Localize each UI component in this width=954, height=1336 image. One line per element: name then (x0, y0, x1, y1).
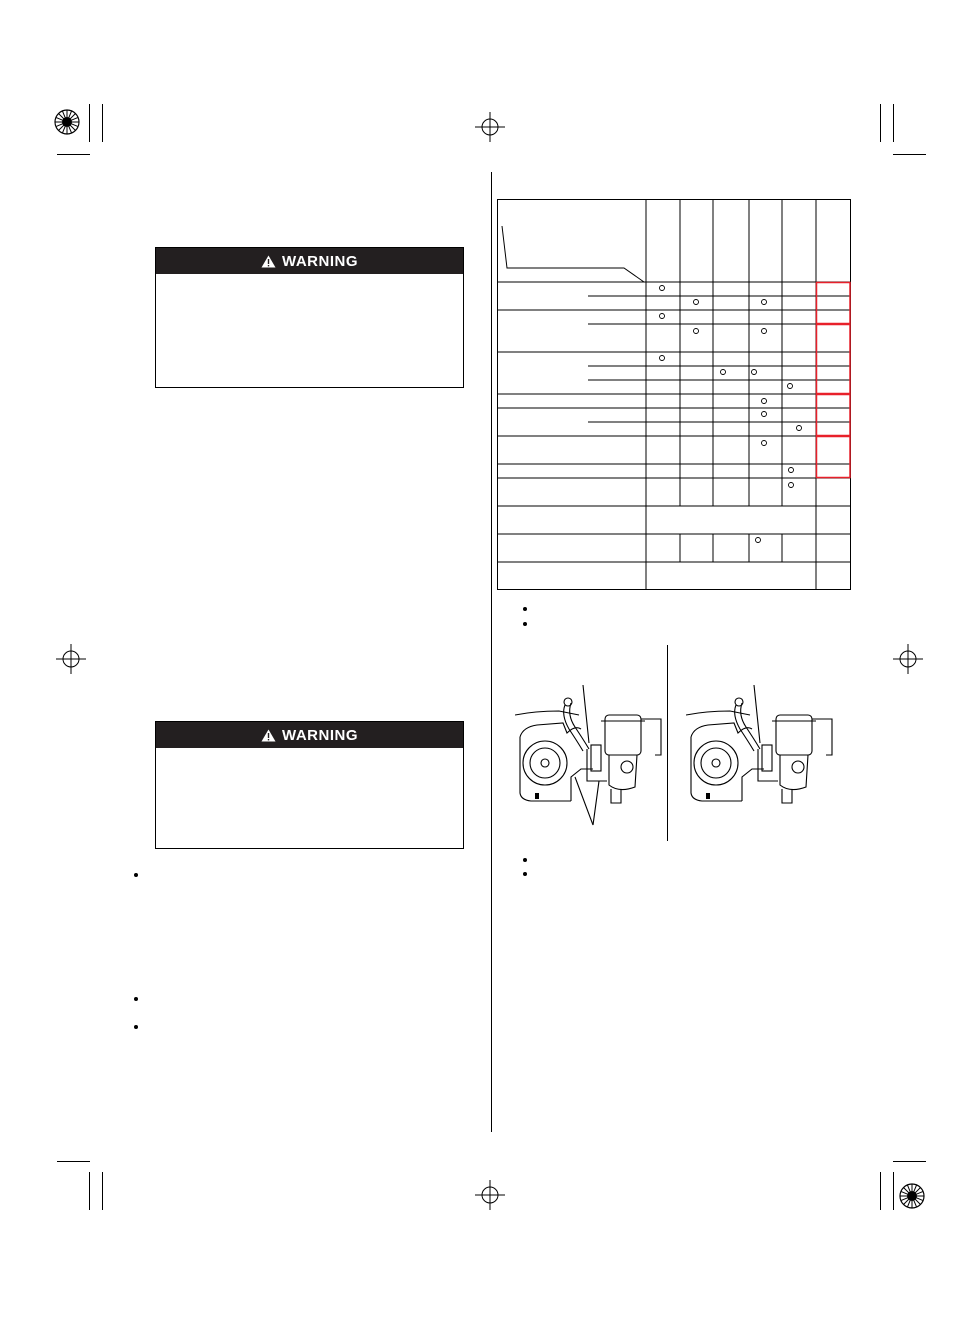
bullet (523, 858, 527, 862)
warning-header (156, 722, 463, 748)
warning-header (156, 248, 463, 274)
bullet (134, 997, 138, 1001)
bullet (134, 873, 138, 877)
bullet (523, 607, 527, 611)
crosshair-icon (475, 1180, 505, 1210)
bullet (134, 1025, 138, 1029)
crop-mark (893, 1172, 894, 1210)
registration-mark-icon (53, 108, 81, 136)
warning-box (155, 247, 464, 388)
crop-mark (102, 1172, 103, 1210)
crop-mark (893, 104, 894, 142)
warning-title: WARNING (282, 726, 358, 744)
illustration-divider (667, 645, 668, 841)
crop-mark (893, 154, 926, 155)
warning-triangle-icon (261, 729, 276, 742)
bullet (523, 622, 527, 626)
crop-mark (880, 104, 881, 142)
crop-mark (893, 1161, 926, 1162)
bullet (523, 872, 527, 876)
crosshair-icon (56, 644, 86, 674)
engine-fuel-line-illustration (686, 685, 836, 830)
warning-triangle-icon (261, 255, 276, 268)
warning-title: WARNING (282, 252, 358, 270)
crosshair-icon (475, 112, 505, 142)
registration-mark-icon (898, 1182, 926, 1210)
crop-mark (880, 1172, 881, 1210)
crop-mark (89, 104, 90, 142)
crop-mark (57, 154, 90, 155)
crosshair-icon (893, 644, 923, 674)
crop-mark (57, 1161, 90, 1162)
maintenance-schedule-table (496, 198, 852, 591)
crop-mark (89, 1172, 90, 1210)
engine-fuel-line-illustration (515, 685, 665, 830)
warning-box (155, 721, 464, 849)
crop-mark (102, 104, 103, 142)
column-divider (491, 172, 492, 1132)
